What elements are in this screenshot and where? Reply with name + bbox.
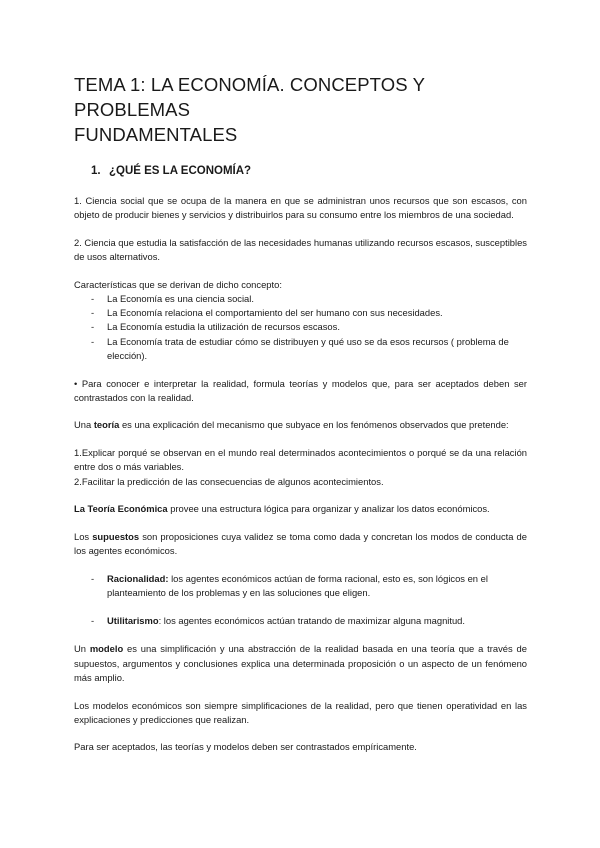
list-item <box>74 614 527 628</box>
supuestos-paragraph <box>74 530 527 558</box>
teoria-economica-post: provee una estructura lógica para organizar y analizar los datos económicos. <box>167 503 490 515</box>
teoria-paragraph <box>74 418 527 432</box>
definition-1: 1. Ciencia social que se ocupa de la manera en que se administran unos recursos que son escasos, con objeto de producir bienes y servicios y distribuirlos para su consumo entre los miembros de una sociedad. <box>74 195 527 221</box>
list-item <box>74 572 527 600</box>
modelo-paragraph <box>74 642 527 685</box>
teoria-post: es una explicación del mecanismo que subyace en los fenómenos observados que pretende: <box>119 419 509 431</box>
page-title <box>74 72 527 147</box>
supuestos-post: son proposiciones cuya validez se toma como dada y concretan los modos de conducta de los agentes económicos. <box>74 530 527 557</box>
supuestos-term: supuestos <box>92 530 140 542</box>
teoria-economica-paragraph <box>74 502 527 516</box>
characteristics-list <box>74 292 527 363</box>
final-paragraph: Para ser aceptados, las teorías y modelos deben ser contrastados empíricamente. <box>74 741 417 753</box>
assumption-text: los agentes económicos actúan de forma racional, esto es, son lógicos en el planteamiento de los problemas y en las soluciones que eligen. <box>107 572 488 599</box>
title-line-1: TEMA 1: LA ECONOMÍA. CONCEPTOS Y PROBLEMAS <box>74 74 425 120</box>
modelo-pre: Un <box>74 643 90 655</box>
list-item: - La Economía trata de estudiar cómo se distribuyen y qué uso se da esos recursos ( problema de elección). <box>74 335 527 363</box>
definition-2: 2. Ciencia que estudia la satisfacción de las necesidades humanas utilizando recursos escasos, susceptibles de usos alternativos. <box>74 236 527 263</box>
assumptions-list <box>74 572 527 629</box>
list-item: - La Economía estudia la utilización de recursos escasos. <box>74 320 527 334</box>
modelo-term: modelo <box>89 643 124 655</box>
supuestos-pre: Los <box>74 530 93 542</box>
section-number: 1. <box>91 165 101 177</box>
teoria-economica-term: La Teoría Económica <box>74 503 168 515</box>
assumption-text: : los agentes económicos actúan tratando de maximizar alguna magnitud. <box>158 615 466 627</box>
list-item: - La Economía relaciona el comportamiento del ser humano con sus necesidades. <box>74 306 527 320</box>
list-item: - La Economía es una ciencia social. <box>74 292 527 306</box>
title-line-2: FUNDAMENTALES <box>74 124 238 145</box>
aim-2: 2.Facilitar la predicción de las consecuencias de algunos acontecimientos. <box>74 475 384 487</box>
section-heading-text: ¿QUÉ ES LA ECONOMÍA? <box>109 165 252 177</box>
assumption-term: Racionalidad: <box>107 572 169 584</box>
teoria-pre: Una <box>74 419 94 431</box>
characteristics-intro: Características que se derivan de dicho concepto: <box>74 278 282 290</box>
teoria-term: teoría <box>93 419 120 431</box>
aim-1: 1.Explicar porqué se observan en el mundo real determinados acontecimientos o porqué se da una relación entre dos o más variables. <box>74 447 527 473</box>
bullet-paragraph: • Para conocer e interpretar la realidad, formula teorías y modelos que, para ser aceptados deben ser contrastados con la realidad. <box>74 377 527 403</box>
modelo-post: es una simplificación y una abstracción de la realidad basada en una teoría que a través de supuestos, argumentos y conclusiones explica una determinada proposición o un aspecto de un fenómeno más amplio. <box>74 643 527 683</box>
section-heading <box>91 165 527 177</box>
assumption-term: Utilitarismo <box>107 615 159 627</box>
models-paragraph: Los modelos económicos son siempre simplificaciones de la realidad, pero que tienen operatividad en las explicaciones y predicciones que realizan. <box>74 699 527 725</box>
